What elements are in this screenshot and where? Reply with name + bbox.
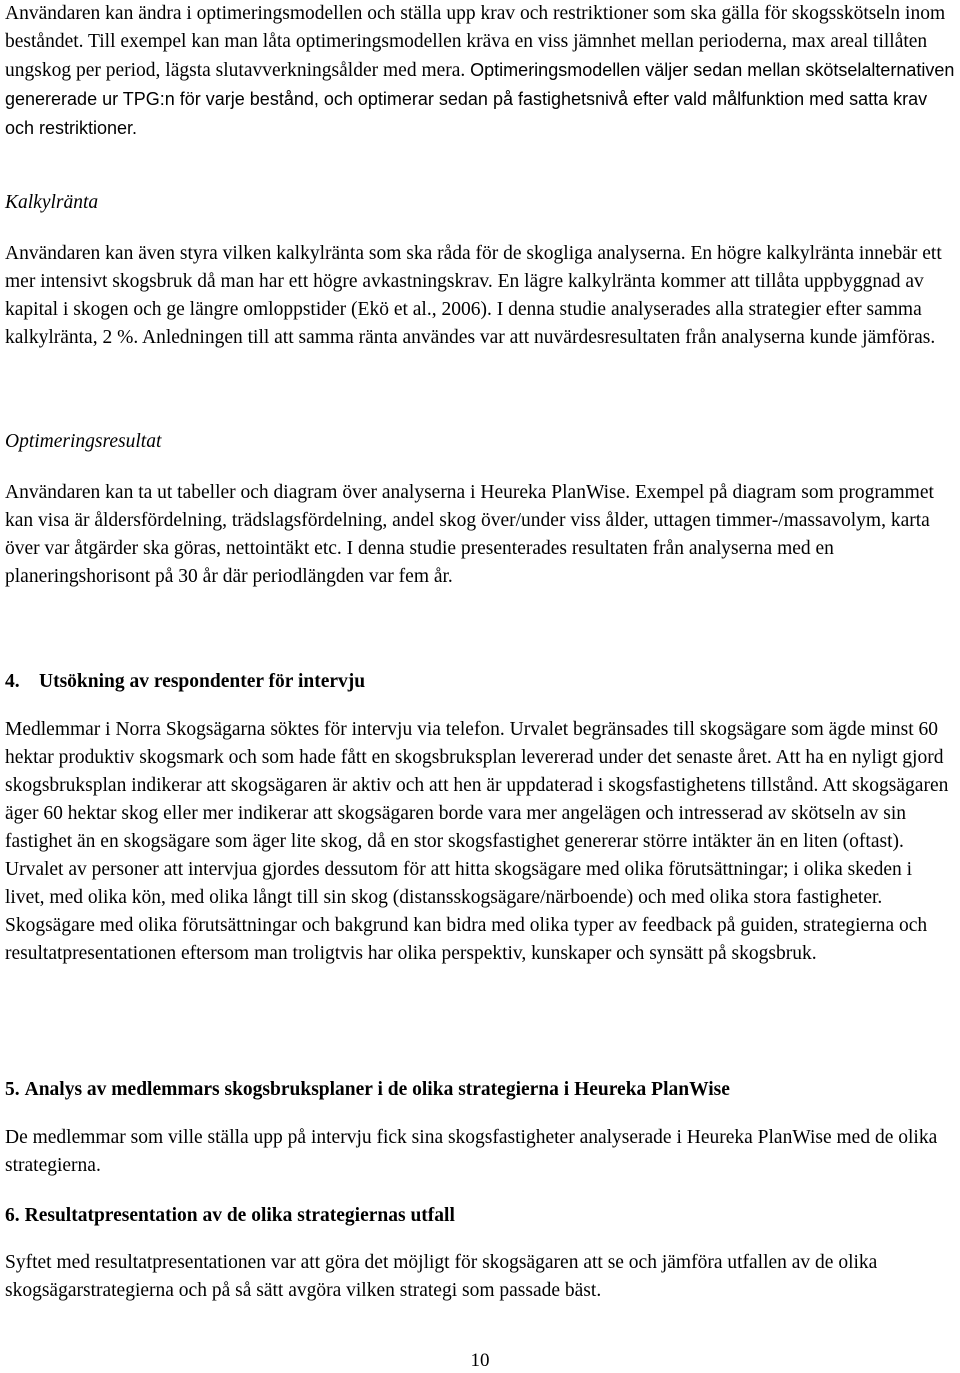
paragraph-optimization-model [5,0,955,143]
section-5-title: Analys av medlemmars skogsbruksplaner i de olika strategierna i Heureka PlanWise [24,1079,730,1100]
section-4-title: Utsökning av respondenter för intervju [39,671,366,692]
section-6-number: 6. [5,1205,20,1226]
section-6-heading [5,1202,955,1230]
section-4-number: 4. [5,671,20,692]
subheading-optimeringsresultat: Optimeringsresultat [5,431,162,452]
paragraph-kalkylranta: Användaren kan även styra vilken kalkylränta som ska råda för de skogliga analyserna. En högre kalkylränta innebär ett mer intensivt skogsbruk då man har ett högre avkastningskrav. En lägre kalkylränta kommer att tillåta uppbyggnad av kapital i skogen och ge längre omloppstider (Ekö et al., 2006). I denna studie analyserades alla strategier efter samma kalkylränta, 2 %. Anledningen till att samma ränta användes var att nuvärdesresultaten från analyserna kunde jämföras. [5,243,942,348]
section-6-title: Resultatpresentation av de olika strategiernas utfall [24,1205,455,1226]
paragraph-member-analysis: De medlemmar som ville ställa upp på intervju fick sina skogsfastigheter analyserade i Heureka PlanWise med de olika strategierna. [5,1127,938,1176]
subheading-kalkylranta: Kalkylränta [5,192,99,213]
paragraph-result-presentation: Syftet med resultatpresentationen var att göra det möjligt för skogsägaren att se och jämföra utfallen av de olika skogsägarstrategierna och på så sätt avgöra vilken strategi som passade bäst. [5,1252,878,1301]
section-5-heading [5,1076,955,1104]
paragraph-optimization-model-text: Användaren kan ändra i optimeringsmodellen och ställa upp krav och restriktioner som ska gälla för skogsskötseln inom beståndet. Till exempel kan man låta optimeringsmodellen kräva en viss jämnhet mellan perioderna, max areal tillåten ungskog per period, lägsta slutavverkningsålder med mera. [5,3,946,81]
section-4-heading [5,668,955,696]
paragraph-optimeringsresultat: Användaren kan ta ut tabeller och diagram över analyserna i Heureka PlanWise. Exempel på diagram som programmet kan visa är åldersfördelning, trädslagsfördelning, andel skog över/under viss ålder, uttagen timmer-/massavolym, karta över var åtgärder ska göras, nettointäkt etc. I denna studie presenterades resultaten från analyserna med en planeringshorisont på 30 år där periodlängden var fem år. [5,482,934,587]
section-5-number: 5. [5,1079,20,1100]
paragraph-optimization-model-continued: Optimeringsmodellen väljer sedan mellan skötselalternativen genererade ur TPG:n för varje bestånd, och optimerar sedan på fastighetsnivå efter vald målfunktion med satta krav och restriktioner. [5,60,955,138]
page-number: 10 [470,1350,490,1371]
paragraph-respondent-selection: Medlemmar i Norra Skogsägarna söktes för intervju via telefon. Urvalet begränsades till skogsägare som ägde minst 60 hektar produktiv skogsmark och som hade fått en skogsbruksplan levererad under det senaste året. Att ha en nyligt gjord skogsbruksplan indikerar att skogsägaren är aktiv och att hen är uppdaterad i skogsfastighetens tillstånd. Att skogsägaren äger 60 hektar skog eller mer indikerar att skogsägaren borde vara mer angelägen och intresserad av skötseln av sin fastighet än en skogsägare som äger lite skog, då en stor skogsfastighet genererar större intäkter än en liten (oftast). Urvalet av personer att intervjua gjordes dessutom för att hitta skogsägare med olika förutsättningar; i olika skeden i livet, med olika kön, med olika långt till sin skog (distansskogsägare/närboende) och med olika stora fastigheter. Skogsägare med olika förutsättningar och bakgrund kan bidra med olika typer av feedback på guiden, strategierna och resultatpresentationen eftersom man troligtvis har olika perspektiv, kunskaper och synsätt på skogsbruk. [5,719,949,964]
